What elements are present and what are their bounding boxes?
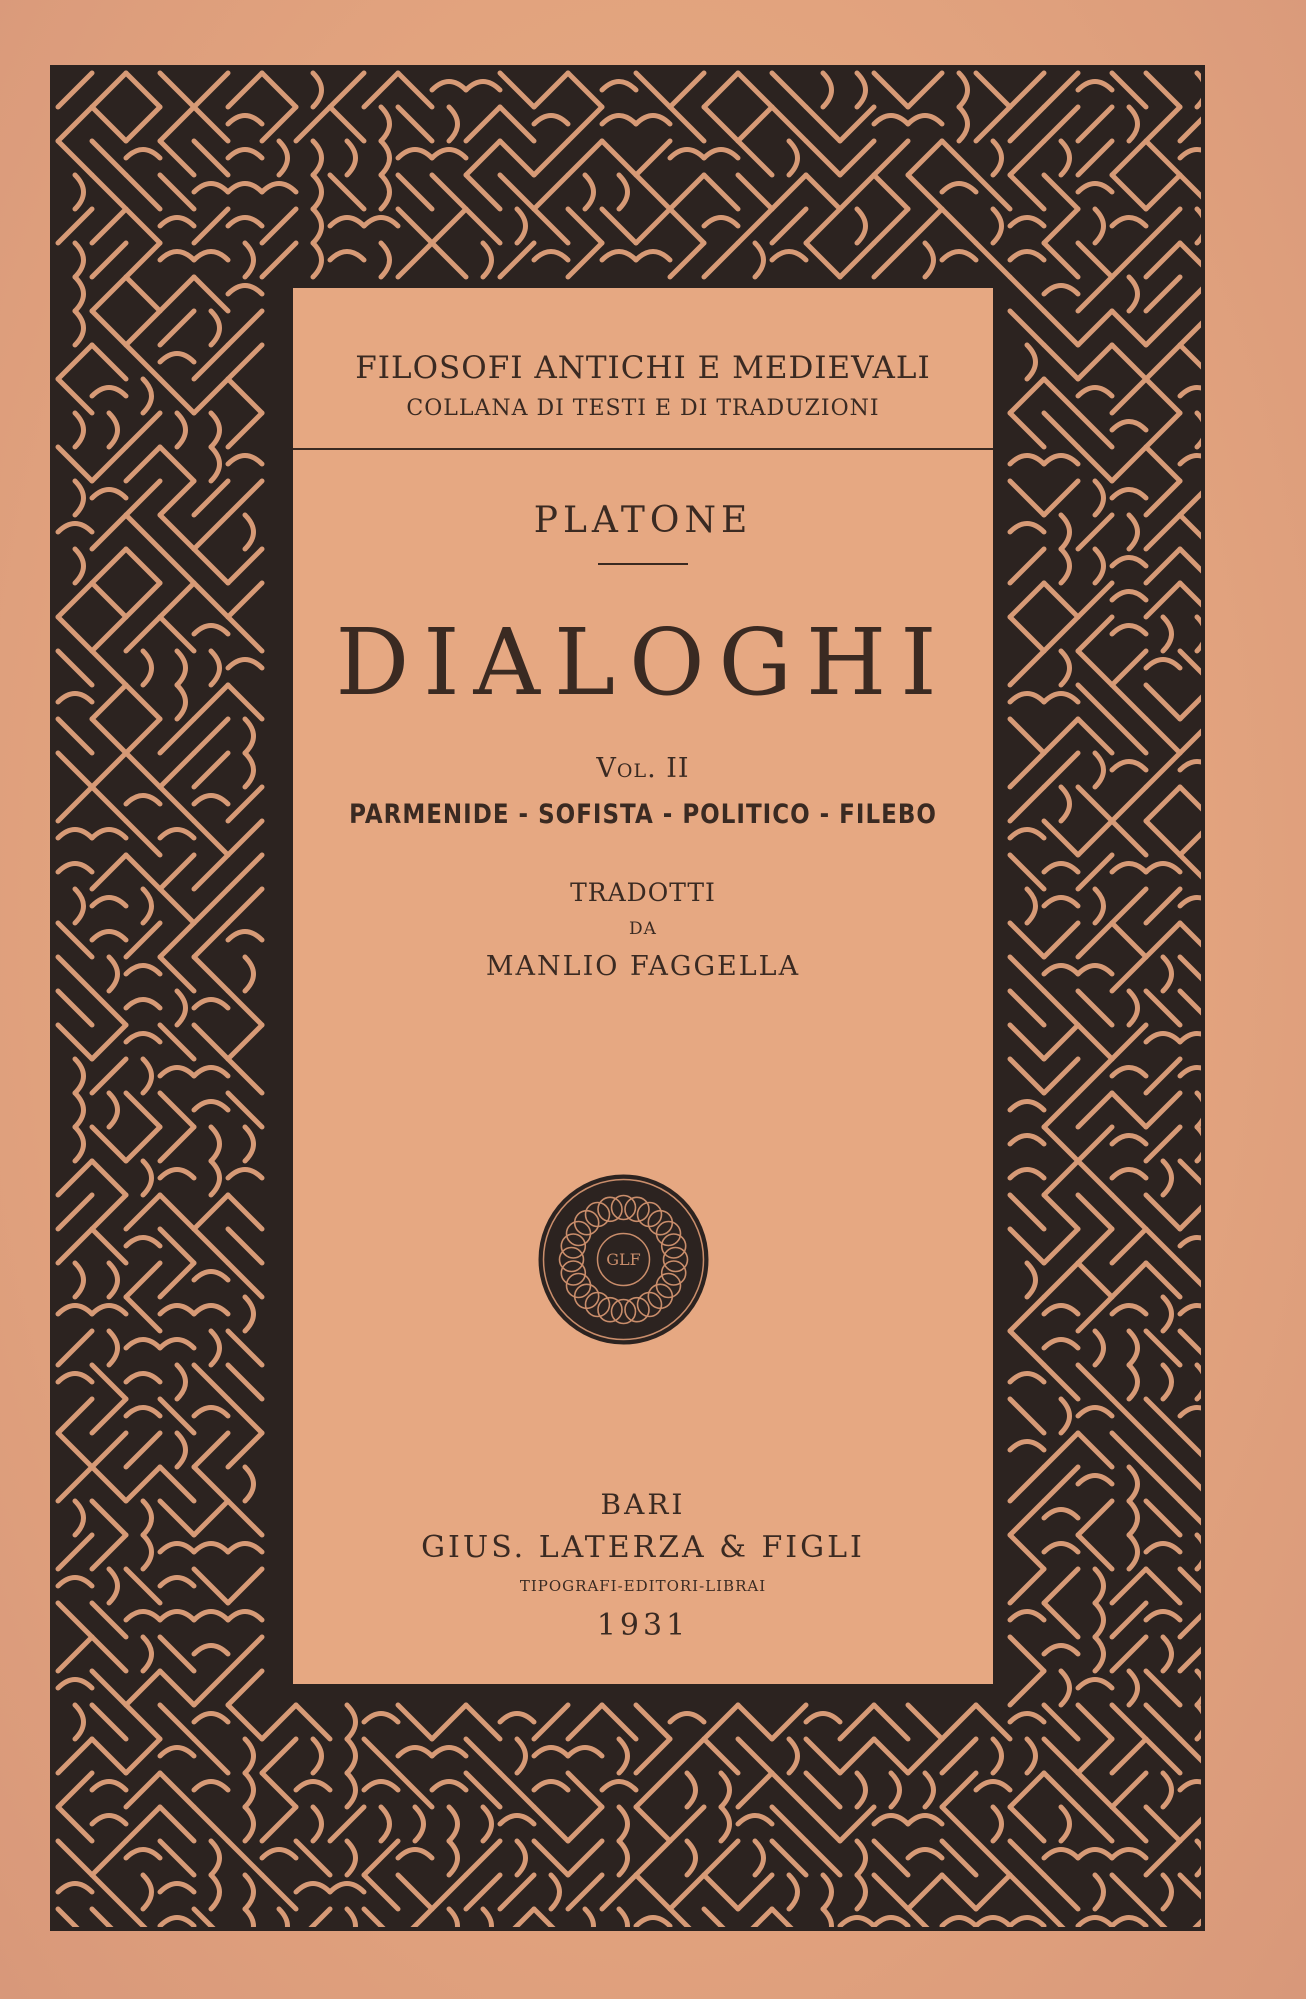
series-title: FILOSOFI ANTICHI E MEDIEVALI (355, 350, 931, 386)
title-panel (290, 285, 996, 1687)
publication-year: 1931 (596, 1608, 690, 1643)
book-title: DIALOGHI (335, 609, 951, 716)
by-label: DA (629, 919, 657, 939)
publisher-name: GIUS. LATERZA & FIGLI (421, 1530, 865, 1565)
publisher-description: TIPOGRAFI-EDITORI-LIBRAI (519, 1577, 767, 1595)
translator-name: MANLIO FAGGELLA (485, 951, 801, 982)
series-header (293, 288, 993, 450)
circular-knot-emblem-icon (536, 1172, 711, 1347)
contents-list: PARMENIDE - SOFISTA - POLITICO - FILEBO (349, 800, 937, 830)
publication-place: BARI (600, 1488, 686, 1521)
series-subtitle: COLLANA DI TESTI E DI TRADUZIONI (406, 396, 880, 421)
translated-label: TRADOTTI (570, 878, 716, 907)
author-name: PLATONE (533, 500, 753, 541)
divider-rule (598, 563, 688, 565)
emblem-monogram: GLF (606, 1250, 641, 1269)
volume-label: Vol. II (596, 753, 690, 784)
